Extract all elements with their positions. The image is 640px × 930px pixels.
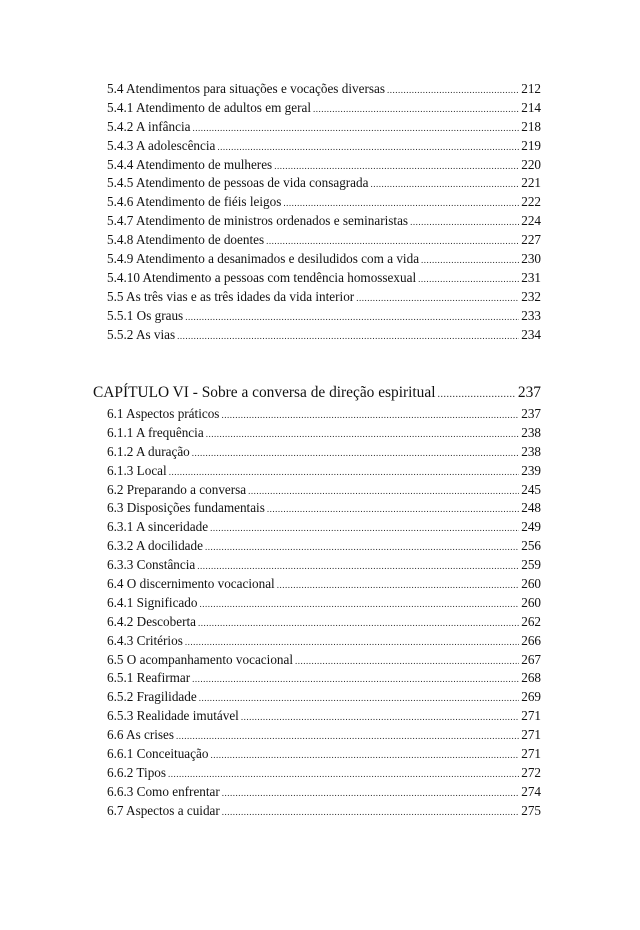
toc-entry-title: 5.5 As três vias e as três idades da vida interior: [107, 288, 355, 304]
dot-leader: [206, 425, 520, 444]
dot-leader: [169, 463, 520, 482]
dot-leader: [295, 652, 519, 671]
toc-entry: [107, 99, 541, 118]
toc-entry: [107, 518, 541, 537]
dot-leader: [205, 538, 519, 557]
toc-entry-page-number: 230: [521, 251, 541, 267]
toc-entry: [107, 537, 541, 556]
toc-entry: [107, 556, 541, 575]
toc-entry: [107, 326, 541, 345]
toc-entry-title: 6.3.3 Constância: [107, 557, 196, 573]
dot-leader: [277, 576, 519, 595]
toc-entry-page-number: 259: [521, 557, 541, 573]
toc-entry-title: 6.5.2 Fragilidade: [107, 689, 197, 705]
toc-entry-title: 6.3 Disposições fundamentais: [107, 500, 265, 516]
toc-entry-page-number: 237: [521, 406, 541, 421]
toc-entry-title: 6.4.3 Critérios: [107, 632, 183, 648]
dot-leader: [199, 689, 519, 708]
toc-entry-title: 6.4.1 Significado: [107, 594, 198, 610]
dot-leader: [421, 251, 519, 270]
toc-entry-title: 6.5.3 Realidade imutável: [107, 708, 239, 724]
toc-entry-page-number: 231: [521, 269, 541, 285]
toc-entry-title: 5.4.6 Atendimento de fiéis leigos: [107, 194, 282, 210]
toc-entry: [107, 156, 541, 175]
toc-entry-page-number: 268: [521, 670, 541, 686]
toc-section-6-list: [107, 405, 541, 821]
dot-leader: [210, 746, 519, 765]
chapter-page-number: 237: [517, 384, 541, 401]
toc-entry-page-number: 222: [521, 194, 541, 210]
toc-entry-title: 6.1 Aspectos práticos: [107, 406, 220, 421]
dot-leader: [185, 308, 519, 327]
dot-leader: [248, 482, 519, 501]
toc-entry-page-number: 260: [521, 576, 541, 592]
toc-entry-page-number: 245: [521, 481, 541, 497]
toc-entry-title: 6.6.2 Tipos: [107, 764, 167, 780]
dot-leader: [387, 81, 519, 100]
toc-entry-page-number: 221: [521, 175, 541, 191]
toc-entry-page-number: 271: [521, 727, 541, 743]
toc-entry: [107, 651, 541, 670]
toc-entry-page-number: 219: [521, 137, 541, 153]
toc-entry-title: 6.4 O discernimento vocacional: [107, 576, 275, 592]
toc-entry-title: 6.5 O acompanhamento vocacional: [107, 651, 294, 667]
toc-entry-page-number: 220: [521, 156, 541, 172]
dot-leader: [410, 213, 519, 232]
toc-entry-page-number: 212: [521, 81, 541, 96]
toc-entry: [107, 669, 541, 688]
toc-entry: [107, 594, 541, 613]
dot-leader: [221, 406, 519, 425]
chapter-title: CAPÍTULO VI - Sobre a conversa de direção espiritual: [93, 384, 436, 401]
toc-entry: [107, 481, 541, 500]
toc-entry-title: 6.6.1 Conceituação: [107, 746, 209, 762]
toc-entry-page-number: 227: [521, 232, 541, 248]
toc-entry-page-number: 267: [521, 651, 541, 667]
dot-leader: [370, 175, 519, 194]
toc-entry: [107, 745, 541, 764]
toc-entry-title: 6.6.3 Como enfrentar: [107, 783, 220, 799]
toc-entry-title: 5.4.10 Atendimento a pessoas com tendência homossexual: [107, 269, 417, 285]
toc-entry: [107, 80, 541, 99]
toc-entry-page-number: 218: [521, 118, 541, 134]
toc-entry-title: 5.4.2 A infância: [107, 118, 191, 134]
toc-entry: [107, 499, 541, 518]
toc-entry: [107, 424, 541, 443]
toc-entry-title: 6.3.1 A sinceridade: [107, 519, 209, 535]
dot-leader: [198, 614, 519, 633]
toc-entry-title: 5.4.9 Atendimento a desanimados e desiludidos com a vida: [107, 251, 420, 267]
toc-entry-page-number: 275: [521, 802, 541, 818]
dot-leader: [197, 557, 519, 576]
toc-entry: [107, 632, 541, 651]
dot-leader: [313, 100, 519, 119]
toc-entry-title: 5.4.5 Atendimento de pessoas de vida consagrada: [107, 175, 369, 191]
toc-entry-title: 6.6 As crises: [107, 727, 175, 743]
toc-entry-page-number: 234: [521, 326, 541, 342]
toc-entry-page-number: 269: [521, 689, 541, 705]
toc-entry-title: 6.5.1 Reafirmar: [107, 670, 191, 686]
toc-entry: [107, 726, 541, 745]
toc-section-5-list: [107, 80, 541, 344]
toc-entry: [107, 174, 541, 193]
toc-entry-page-number: 238: [521, 424, 541, 440]
dot-leader: [193, 119, 520, 138]
toc-entry-page-number: 272: [521, 764, 541, 780]
dot-leader: [267, 500, 519, 519]
toc-entry: [107, 688, 541, 707]
toc-entry-title: 5.5.1 Os graus: [107, 307, 184, 323]
toc-entry-page-number: 249: [521, 519, 541, 535]
dot-leader: [241, 708, 519, 727]
toc-entry-title: 5.5.2 As vias: [107, 326, 176, 342]
dot-leader: [356, 289, 519, 308]
dot-leader: [199, 595, 519, 614]
dot-leader: [192, 670, 519, 689]
toc-entry: [107, 288, 541, 307]
dot-leader: [283, 194, 519, 213]
toc-entry-title: 6.2 Preparando a conversa: [107, 481, 247, 497]
toc-entry-page-number: 214: [521, 99, 541, 115]
toc-entry: [107, 802, 541, 821]
toc-entry: [107, 118, 541, 137]
toc-entry-page-number: 274: [521, 783, 541, 799]
toc-entry-title: 5.4.8 Atendimento de doentes: [107, 232, 265, 248]
dot-leader: [168, 765, 519, 784]
dot-leader: [210, 519, 519, 538]
toc-entry-page-number: 260: [521, 594, 541, 610]
toc-entry-title: 6.7 Aspectos a cuidar: [107, 802, 220, 818]
toc-entry: [107, 575, 541, 594]
dot-leader: [418, 270, 519, 289]
toc-entry-title: 5.4.4 Atendimento de mulheres: [107, 156, 273, 172]
toc-entry-page-number: 238: [521, 443, 541, 459]
toc-entry-title: 5.4.7 Atendimento de ministros ordenados e seminaristas: [107, 213, 409, 229]
dot-leader: [222, 784, 519, 803]
toc-entry-page-number: 233: [521, 307, 541, 323]
toc-entry: [107, 212, 541, 231]
dot-leader: [217, 138, 519, 157]
dot-leader: [274, 157, 519, 176]
toc-entry-title: 6.1.1 A frequência: [107, 424, 204, 440]
toc-entry: [107, 462, 541, 481]
toc-entry-page-number: 271: [521, 708, 541, 724]
toc-entry: [107, 193, 541, 212]
toc-entry: [107, 613, 541, 632]
toc-entry-title: 5.4 Atendimentos para situações e vocações diversas: [107, 81, 385, 96]
dot-leader: [177, 327, 519, 346]
toc-entry: [107, 405, 541, 424]
dot-leader: [266, 232, 519, 251]
dot-leader: [185, 633, 519, 652]
dot-leader: [437, 385, 515, 405]
dot-leader: [176, 727, 519, 746]
toc-entry: [107, 443, 541, 462]
toc-entry-page-number: 232: [521, 288, 541, 304]
toc-entry: [107, 137, 541, 156]
toc-entry-page-number: 262: [521, 613, 541, 629]
toc-entry-page-number: 224: [521, 213, 541, 229]
toc-entry-page-number: 256: [521, 538, 541, 554]
dot-leader: [192, 444, 519, 463]
toc-entry-title: 5.4.3 A adolescência: [107, 137, 216, 153]
toc-entry: [107, 250, 541, 269]
toc-entry-title: 6.1.2 A duração: [107, 443, 190, 459]
toc-entry-page-number: 266: [521, 632, 541, 648]
toc-entry-title: 5.4.1 Atendimento de adultos em geral: [107, 99, 311, 115]
toc-entry-page-number: 248: [521, 500, 541, 516]
toc-entry-title: 6.1.3 Local: [107, 462, 167, 478]
toc-entry-title: 6.4.2 Descoberta: [107, 613, 196, 629]
dot-leader: [222, 803, 519, 822]
toc-entry: [107, 231, 541, 250]
toc-entry-title: 6.3.2 A docilidade: [107, 538, 203, 554]
toc-entry-page-number: 239: [521, 462, 541, 478]
chapter-heading: [93, 383, 541, 403]
toc-entry: [107, 764, 541, 783]
toc-entry: [107, 783, 541, 802]
toc-entry: [107, 269, 541, 288]
toc-entry: [107, 707, 541, 726]
toc-entry: [107, 307, 541, 326]
toc-entry-page-number: 271: [521, 746, 541, 762]
